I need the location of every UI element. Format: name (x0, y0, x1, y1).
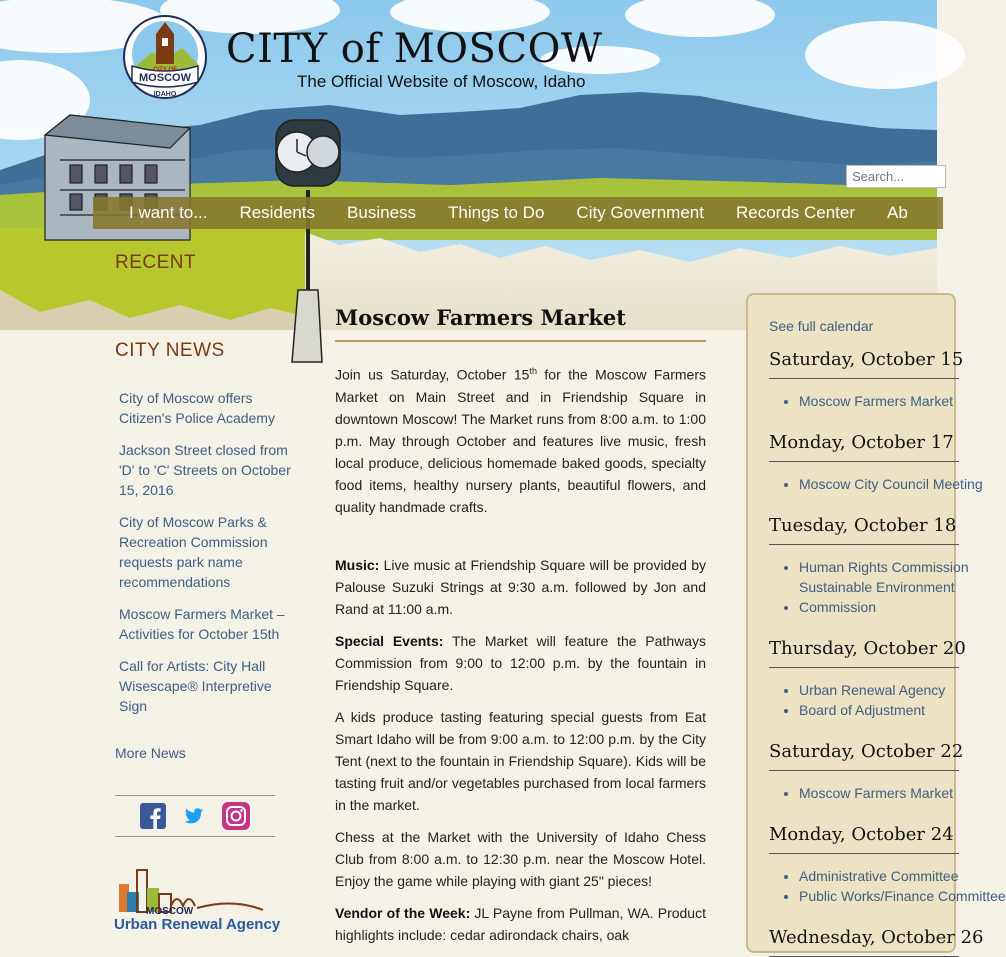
news-item[interactable]: Jackson Street closed from 'D' to 'C' Streets on October 15, 2016 (119, 442, 291, 498)
social-links (115, 795, 275, 837)
site-title[interactable]: CITY of MOSCOW (226, 26, 603, 72)
calendar-day-title: Saturday, October 15 (769, 349, 959, 379)
svg-text:CITY OF: CITY OF (153, 67, 177, 73)
nav-item-about[interactable]: Ab (887, 203, 908, 222)
see-full-calendar-link[interactable]: See full calendar (769, 318, 874, 334)
article-title: Moscow Farmers Market (335, 305, 706, 342)
calendar-event[interactable]: • Moscow Farmers Market (799, 391, 959, 411)
city-news-heading: CITY NEWS (115, 340, 225, 361)
article-body (335, 360, 706, 946)
ura-logo-line1: MOSCOW (146, 906, 194, 917)
article-kids: A kids produce tasting featuring special guests from Eat Smart Idaho will be from 9:00 a.m. to 12:00 p.m. by the City Tent (next to the fountain in Friendship Square). Kids will be tasting fruit and/or vegetables purchased from local farmers in the market. (335, 708, 706, 813)
city-seal-logo[interactable] (122, 14, 208, 100)
calendar-event[interactable]: • Urban Renewal Agency (799, 680, 959, 700)
calendar-event[interactable]: • Moscow City Council Meeting (799, 474, 959, 494)
calendar-event[interactable]: • Sustainable Environment Commission (799, 577, 959, 617)
twitter-icon[interactable] (184, 807, 204, 825)
calendar-day-title: Monday, October 17 (769, 432, 959, 462)
events-calendar (746, 293, 1006, 953)
article-music: Music: Live music at Friendship Square will be provided by Palouse Suzuki Strings at 9:30 a.m. followed by Jon and Rand at 11:00 a.m. (335, 556, 706, 617)
calendar-day-title: Wednesday, October 26 (769, 927, 959, 957)
nav-item-things-to-do[interactable]: Things to Do (448, 203, 545, 222)
nav-item-records-center[interactable]: Records Center (735, 203, 856, 222)
more-news-link[interactable]: More News (115, 745, 186, 761)
recent-heading: RECENT (115, 252, 197, 273)
calendar-day (769, 349, 964, 411)
main-article (335, 305, 706, 956)
calendar-day (769, 432, 983, 494)
calendar-day (769, 927, 984, 957)
search-input[interactable]: Search... (846, 165, 946, 188)
calendar-day (769, 741, 964, 803)
news-item[interactable]: City of Moscow Parks & Recreation Commission requests park name recommendations (119, 514, 268, 590)
svg-text:IDAHO: IDAHO (153, 91, 177, 98)
calendar-event[interactable]: • Human Rights Commission (799, 557, 959, 577)
nav-item-business[interactable]: Business (347, 203, 417, 222)
article-intro: Join us Saturday, October 15th for the Moscow Farmers Market on Main Street and in Friendship Square in downtown Moscow! The Market runs from 8:00 a.m. to 1:00 p.m. May through October and features live music, fresh local produce, delicious homemade baked goods, specialty food items, healthy nursery plants, beautiful flowers, and quality handmade crafts. (335, 366, 706, 515)
main-navigation (93, 197, 943, 229)
news-list (119, 388, 297, 728)
instagram-icon[interactable] (222, 802, 250, 830)
news-item[interactable]: City of Moscow offers Citizen's Police Academy (119, 390, 275, 426)
calendar-day (769, 515, 969, 617)
article-chess: Chess at the Market with the University of Idaho Chess Club from 8:00 a.m. to 12:30 p.m. near the Moscow Hotel. Enjoy the game while playing with giant 25" pieces! (335, 828, 706, 889)
news-item[interactable]: Moscow Farmers Market – Activities for October 15th (119, 606, 285, 642)
left-sidebar (0, 240, 305, 937)
svg-text:MOSCOW: MOSCOW (139, 72, 191, 84)
site-subtitle: The Official Website of Moscow, Idaho (297, 72, 586, 91)
calendar-day-title: Saturday, October 22 (769, 741, 959, 771)
article-vendor: Vendor of the Week: JL Payne from Pullman, WA. Product highlights include: cedar adirondack chairs, oak (335, 904, 706, 943)
calendar-event[interactable]: • Moscow Farmers Market (799, 783, 959, 803)
article-special-events: Special Events: The Market will feature the Pathways Commission from 9:00 to 12:00 p.m. by the fountain in Friendship Square. (335, 632, 706, 693)
nav-item-city-government[interactable]: City Government (576, 203, 704, 222)
calendar-day-title: Monday, October 24 (769, 824, 959, 854)
calendar-event[interactable]: • Public Works/Finance Committee (799, 886, 959, 906)
calendar-day (769, 638, 966, 720)
nav-item-i-want-to[interactable]: I want to... (129, 203, 208, 222)
news-item[interactable]: Call for Artists: City Hall Wisescape® Interpretive Sign (119, 658, 272, 714)
calendar-day-title: Thursday, October 20 (769, 638, 959, 668)
calendar-event[interactable]: • Administrative Committee (799, 866, 959, 886)
nav-item-residents[interactable]: Residents (239, 203, 316, 222)
calendar-day (769, 824, 1006, 906)
ura-logo-line2: Urban Renewal Agency (114, 916, 281, 933)
calendar-event[interactable]: • Board of Adjustment (799, 700, 959, 720)
calendar-day-title: Tuesday, October 18 (769, 515, 959, 545)
facebook-icon[interactable] (140, 803, 166, 829)
